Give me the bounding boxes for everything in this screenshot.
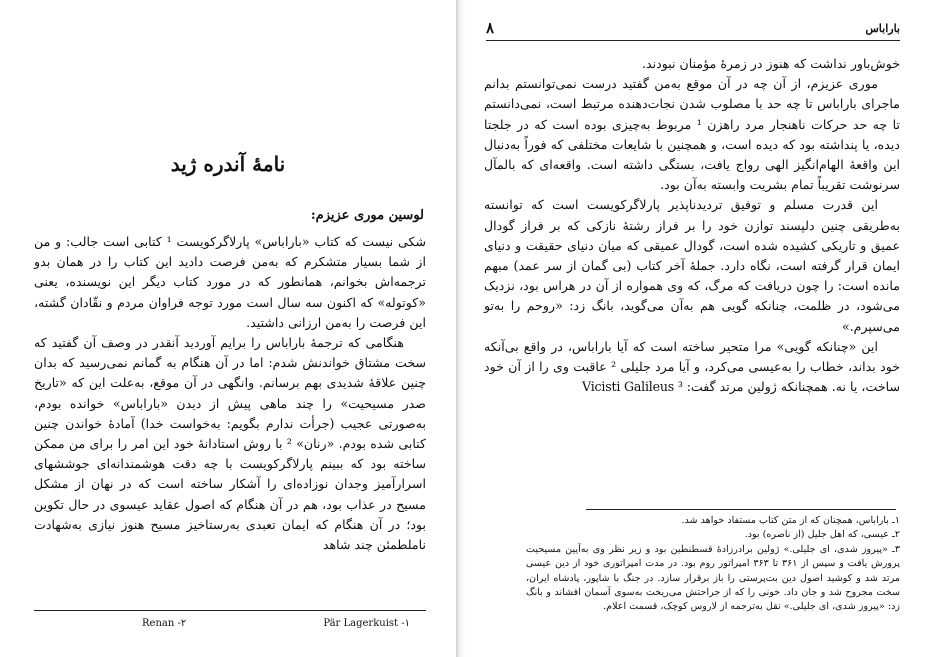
- left-footnotes: [34, 618, 426, 634]
- footnote: Pär Lagerkuist -۱: [323, 618, 410, 629]
- salutation: لوسین موری عزیزم:: [310, 208, 424, 223]
- right-page: [466, 0, 926, 657]
- running-head: باراباس: [865, 22, 900, 35]
- footnote: Renan -۲: [142, 618, 187, 629]
- footnote: ۳ـ «پیروز شدی، ای جلیلی.» ژولین برادرزادهٔ قسطنطین بود و زیر نظر وی به‌آیین مسیحیت پرورش یافت و سپس از ۳۶۱ تا ۳۶۳ امپراتور روم بود. در مدت امپراتوری خود از دین عیسی مرتد شد و کوشید اصول دین بت‌پرستی را باز برقرار سازد. در جنگ با شاپور، پادشاه ایران، سخت مجروح شد و جان داد. خونی را که از جراحتش می‌ریخت به‌سوی آسمان افشاند و بانگ زد: «پیروز شدی، ای جلیلی.» نقل به‌ترجمه از لاروس کوچک، قسمت اعلام.: [526, 543, 900, 613]
- footnote: ۲ـ عیسی، که اهل جلیل (از ناصره) بود.: [744, 529, 900, 541]
- page-number: ۸: [486, 19, 495, 37]
- paragraph: شکی نیست که کتاب «باراباس» پارلاگرکویست ¹ کتابی است جالب: و من از شما بسیار متشکرم که به‌من فرصت دادید این کتاب را در همان بدو ترجمه‌اش بخوانم، همانطور که در مورد کتاب دیگر این نویسنده، یعنی «کوتوله» که اکنون سه سال است مورد توجه فراوان مردم و نقّادان گشته، این فرصت را به‌من ارزانی داشتید.: [34, 234, 427, 330]
- footnote-divider: [586, 509, 896, 510]
- paragraph: هنگامی که ترجمهٔ باراباس را برایم آوردید آنقدر در وصف آن گفتید که سخت مشتاق خواندنش شدم: اما در آن هنگام به گمانم نمی‌رسید که بدان چنین علاقهٔ شدیدی بهم برسانم. وانگهی در آن موقع، به‌علت این که «تاریخ صدر مسیحیت» را چند ماهی پیش از دیدن «باراباس» خوانده بودم، به‌صورتی عجیب (جرأت ندارم بگویم: به‌خواست خدا) آمادهٔ خواندن چنین کتابی شده بودم. «رنان» ² با روش استادانهٔ خود این امر را برای من ممکن ساخته بود که ببینم پارلاگرکویست با چه دقت هوشمندانه‌ای جوششهای اسرارآمیز وجدان نوزاده‌ای را آشکار ساخته است که در نهان از مشکل مسیح در عذاب بود، هم در آن هنگام که اصول عقاید عیسوی در حال تکوین بود؛ در آن هنگام که ایمان تعبدی به‌رستاخیز مسیح هنوز نیازی به‌شهادت ناملطمئن چند شاهد: [34, 335, 426, 553]
- book-gutter: [456, 0, 466, 657]
- footnote: ۱ـ باراباس، همچنان که از متن کتاب مستفاد خواهد شد.: [681, 515, 900, 526]
- right-body: [484, 54, 900, 397]
- paragraph: این قدرت مسلم و توفیق تردیدناپذیر پارلاگرکویست است که توانسته به‌طریقی چنین دلپسند توازن خود را بر فراز رشتهٔ نازکی که بر فراز گودال عمیق و تاریکی کشیده شده است، گودال عمیقی که میان دنیای حقیقت و دنیای ایمان قرار گرفته است، نگاه دارد. جملهٔ آخر کتاب (بی گمان از سر عمد) مبهم مانده است: را چون دریافت که مرگ، که وی همواره از آن در هراس بود، نزدیک می‌شود، در ظلمت، چنانکه گویی هم به‌آن می‌گوید، بانگ زد: «روحم را به‌تو می‌سپرم.»: [484, 197, 900, 334]
- paragraph: این «چنانکه گویی» مرا متحیر ساخته است که آیا باراباس، در واقع بی‌آنکه خود بداند، خطاب را به‌عیسی می‌کرد، و آیا مرد جلیلی ² عاقبت وی را از آن خود ساخت، یا نه. همچنانکه ژولین مرتد گفت: Vicisti Galileus ³: [484, 338, 900, 395]
- left-page: [0, 0, 456, 657]
- paragraph: موری عزیزم، از آن چه در آن موقع به‌من گفتید درست نمی‌توانستم بدانم ماجرای باراباس تا چه حد با مصلوب شدن نجات‌دهنده مرتبط است، نمی‌دانستم تا چه حد حرکات ناهنجار مرد راهزن ¹ مربوط به‌چیزی بوده است که در جلجتا دیده، یا پنداشته بود که دیده است، و همچنین با شایعات مختلفی که فوراً به‌دنبال این واقعهٔ الهام‌انگیز الهی رواج یافت، بستگی داشته است. واقعه‌ای که بالمآل سرنوشت تقریباً تمام بشریت وابسته به‌آن بود.: [484, 76, 900, 193]
- chapter-title: نامهٔ آندره ژید: [170, 152, 286, 176]
- page-header: [486, 19, 900, 41]
- left-body: [34, 232, 426, 555]
- paragraph: خوش‌باور نداشت که هنوز در زمرهٔ مؤمنان نبودند.: [642, 56, 900, 71]
- footnote-divider: [34, 610, 426, 611]
- right-footnotes: [526, 514, 900, 615]
